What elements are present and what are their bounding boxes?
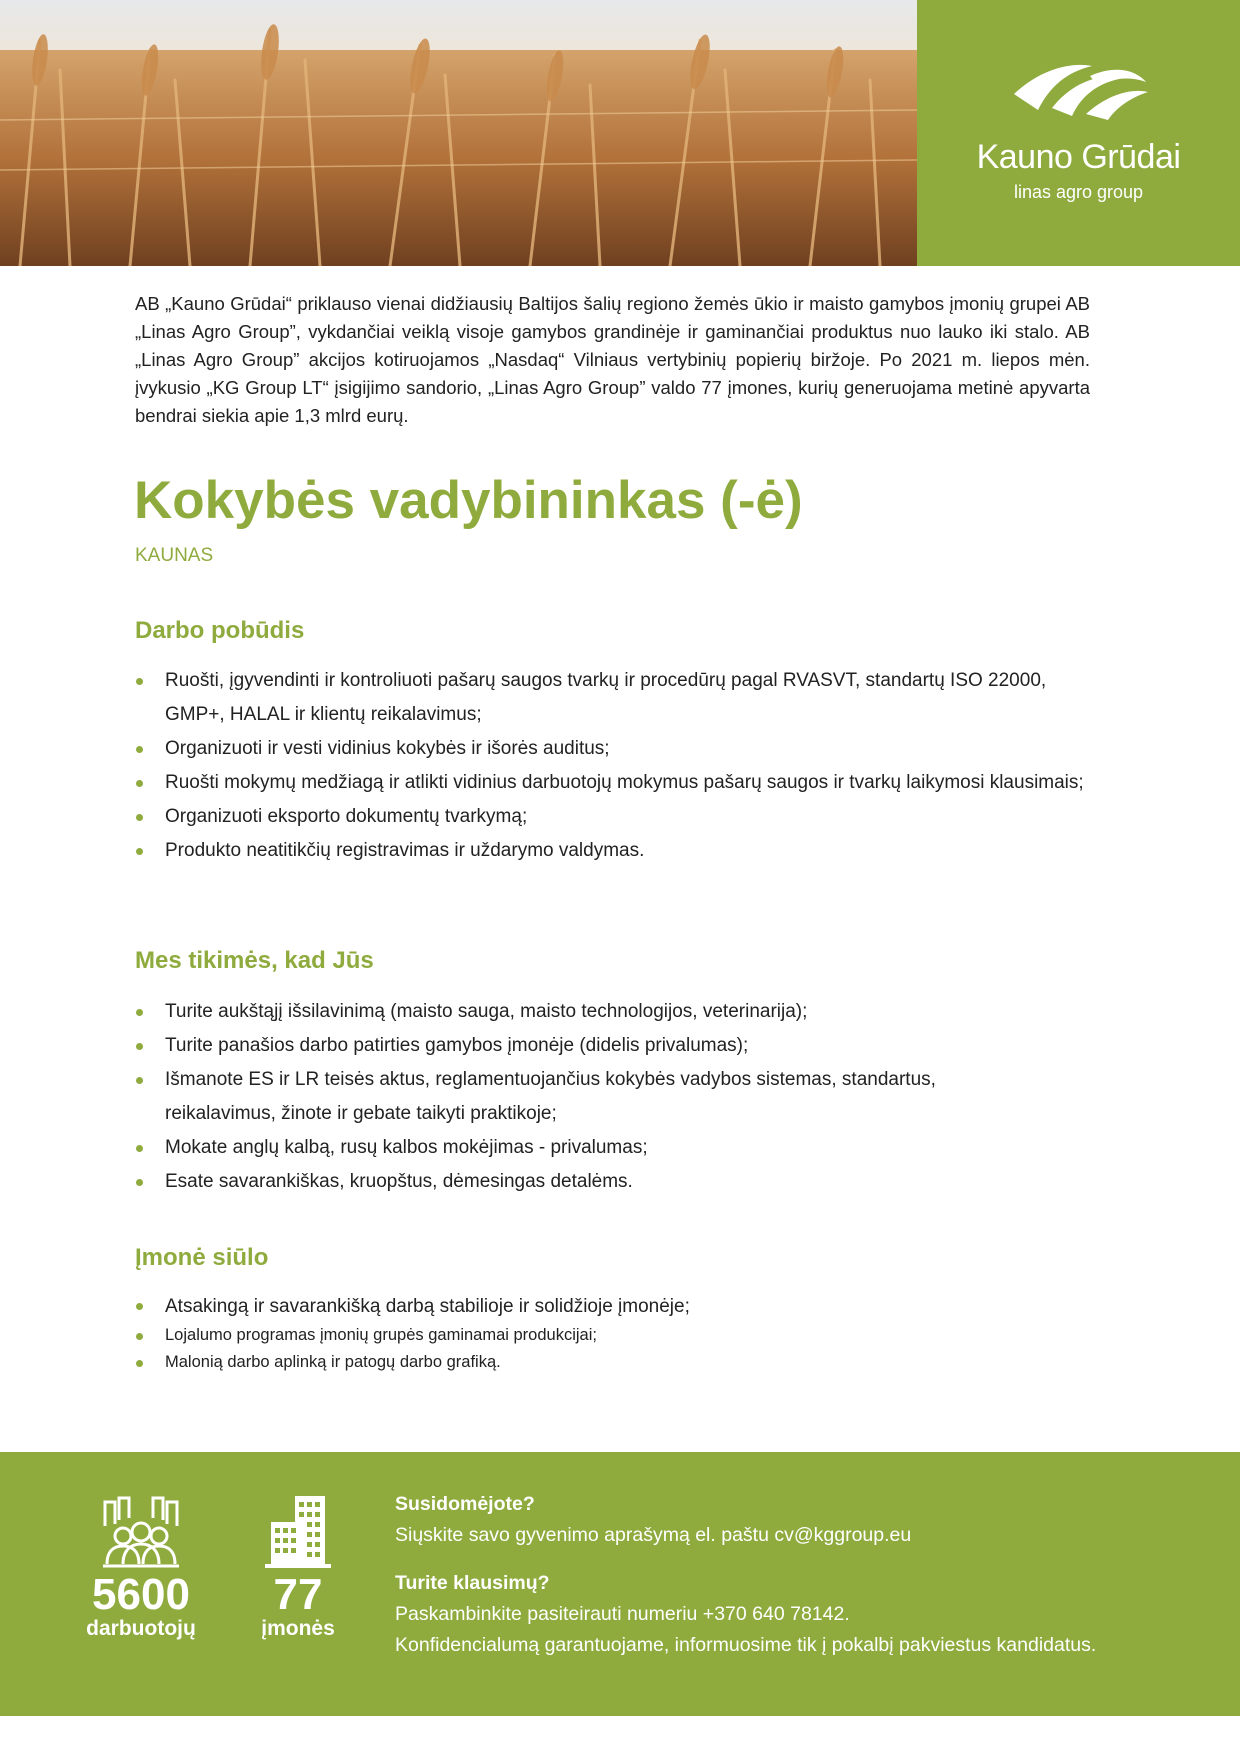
employees-number: 5600 [92,1570,190,1619]
interest-question: Susidomėjote? [395,1493,535,1515]
contact-block [395,1489,1096,1661]
brand-tagline: linas agro group [1013,182,1144,202]
list-item: Produkto neatitikčių registravimas ir uždarymo valdymas. [135,834,1095,868]
buildings-icon [265,1496,331,1568]
offer-heading: Įmonė siūlo [135,1244,269,1271]
list-item: Turite panašios darbo patirties gamybos įmonėje (didelis privalumas); [135,1029,1035,1063]
list-item: Organizuoti ir vesti vidinius kokybės ir išorės auditus; [135,732,1095,766]
duties-heading: Darbo pobūdis [135,617,305,644]
wheat-illustration [0,0,917,266]
companies-stat [238,1496,358,1641]
list-item: Ruošti, įgyvendinti ir kontroliuoti pašarų saugos tvarkų ir procedūrų pagal RVASVT, standartų ISO 22000, GMP+, HALAL ir klientų reikalavimus; [135,664,1095,732]
list-item: Organizuoti eksporto dokumentų tvarkymą; [135,800,1095,834]
offer-list [135,1292,1095,1376]
list-item: Ruošti mokymų medžiagą ir atlikti vidinius darbuotojų mokymus pašarų saugos ir tvarkų laikymosi klausimais; [135,766,1095,800]
send-cv-text: Siųskite savo gyvenimo aprašymą el. paštu cv@kggroup.eu [395,1524,912,1546]
brand-panel [917,0,1240,266]
brand-name: Kauno Grūdai [976,138,1181,176]
employees-label: darbuotojų [86,1617,196,1640]
phone-text: Paskambinkite pasiteirauti numeriu +370 640 78142. [395,1603,850,1625]
footer-band [0,1452,1240,1716]
job-title: Kokybės vadybininkas (-ė) [134,471,803,530]
kauno-grudai-logo-icon [1012,58,1150,124]
job-location: KAUNAS [135,545,214,566]
confidentiality-text: Konfidencialumą garantuojame, informuosime tik į pokalbį pakviestus kandidatus. [395,1634,1097,1656]
list-item: Malonią darbo aplinką ir patogų darbo grafiką. [135,1349,1095,1376]
companies-label: įmonės [261,1617,335,1640]
list-item: Atsakingą ir savarankišką darbą stabilioje ir solidžioje įmonėje; [135,1292,1095,1322]
expectations-heading: Mes tikimės, kad Jūs [135,947,374,974]
company-intro: AB „Kauno Grūdai“ priklauso vienai didžiausių Baltijos šalių regiono žemės ūkio ir maisto gamybos įmonių grupei AB „Linas Agro Group”, vykdančiai veiklą visoje gamybos grandinėje ir gaminančiai produktus nuo lauko iki stalo. AB „Linas Agro Group” akcijos kotiruojamos „Nasdaq“ Vilniaus vertybinių popierių biržoje. Po 2021 m. liepos mėn. įvykusio „KG Group LT“ įsigijimo sandorio, „Linas Agro Group” valdo 77 įmones, kurių generuojama metinė apyvarta bendrai siekia apie 1,3 mlrd eurų. [135,293,1090,426]
expectations-list [135,995,1035,1199]
list-item: Mokate anglų kalbą, rusų kalbos mokėjimas - privalumas; [135,1131,1035,1165]
questions-heading: Turite klausimų? [395,1572,550,1594]
duties-list [135,664,1095,868]
list-item: Turite aukštąjį išsilavinimą (maisto sauga, maisto technologijos, veterinarija); [135,995,1035,1029]
employees-stat [70,1496,212,1641]
list-item: Esate savarankiškas, kruopštus, dėmesingas detalėms. [135,1165,1035,1199]
list-item: Išmanote ES ir LR teisės aktus, reglamentuojančius kokybės vadybos sistemas, standartus, reikalavimus, žinote ir gebate taikyti praktikoje; [135,1063,1035,1131]
wheat-field-photo [0,0,917,266]
people-icon [101,1496,181,1568]
companies-number: 77 [273,1570,323,1619]
list-item: Lojalumo programas įmonių grupės gaminamai produkcijai; [135,1322,1095,1349]
